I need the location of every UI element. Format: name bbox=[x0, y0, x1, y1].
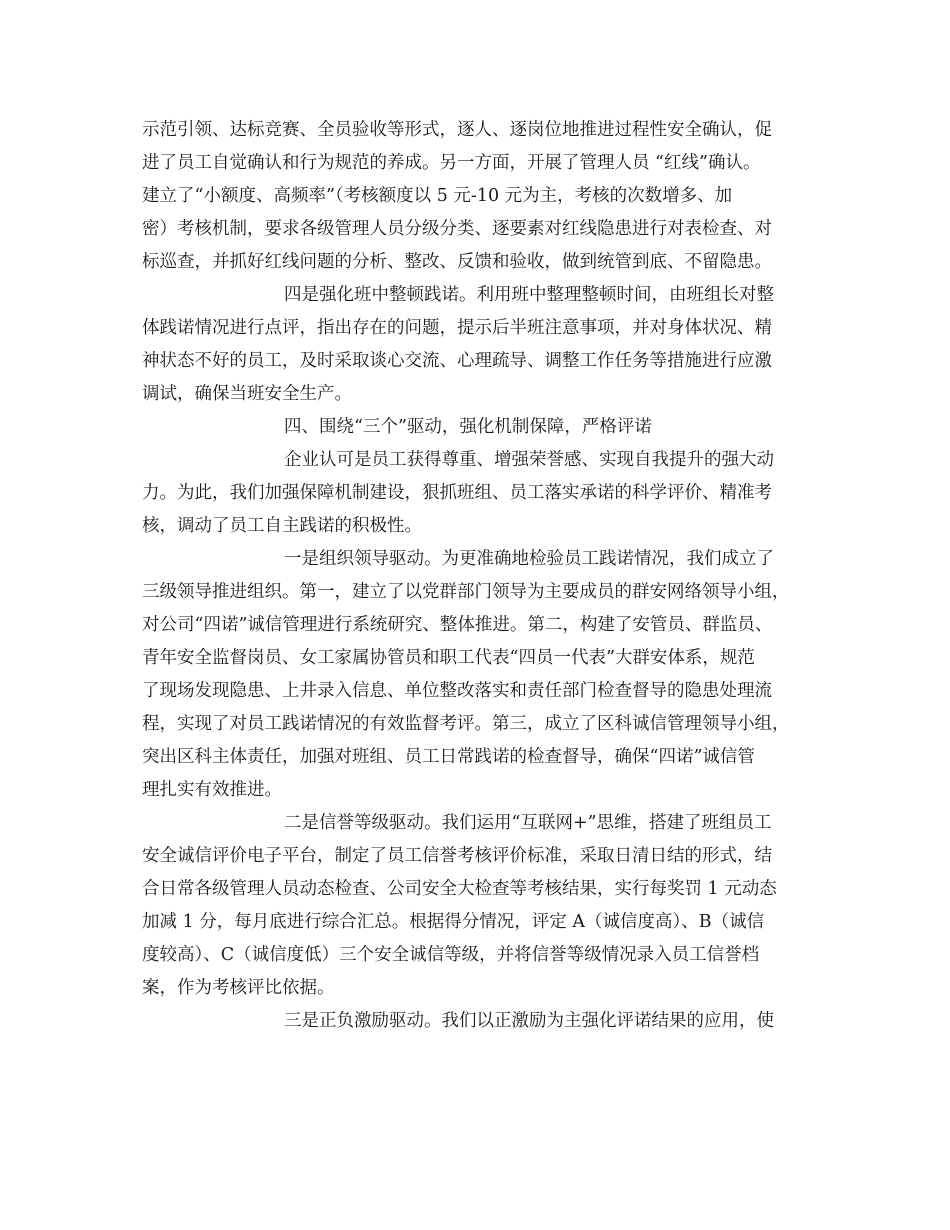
body-text-line: 突出区科主体责任，加强对班组、员工日常践诺的检查督导，确保“四诺”诚信管 bbox=[142, 747, 755, 767]
body-text-line: 对公司“四诺”诚信管理进行系统研究、整体推进。第二，构建了安管员、群监员、 bbox=[142, 615, 773, 635]
body-text-line: 度较高）、C（诚信度低）三个安全诚信等级，并将信誉等级情况录入员工信誉档 bbox=[142, 945, 760, 965]
body-text-line: 建立了“小额度、高频率”（考核额度以 5 元-10 元为主，考核的次数增多、加 bbox=[142, 186, 733, 206]
body-text-line: 安全诚信评价电子平台，制定了员工信誉考核评价标准，采取日清日结的形式，结 bbox=[142, 846, 772, 866]
body-text-line: 力。为此，我们加强保障机制建设，狠抓班组、员工落实承诺的科学评价、精准考 bbox=[142, 483, 772, 503]
paragraph-start-line: 一是组织领导驱动。为更准确地检验员工践诺情况，我们成立了 bbox=[284, 549, 774, 569]
body-text-line: 合日常各级管理人员动态检查、公司安全大检查等考核结果，实行每奖罚 1 元动态 bbox=[142, 879, 777, 899]
paragraph-start-line: 企业认可是员工获得尊重、增强荣誉感、实现自我提升的强大动 bbox=[284, 450, 774, 470]
paragraph-start-line: 二是信誉等级驱动。我们运用“互联网+”思维，搭建了班组员工 bbox=[284, 813, 772, 833]
paragraph-start-line: 四是强化班中整顿践诺。利用班中整理整顿时间，由班组长对整 bbox=[284, 285, 774, 305]
body-text-line: 程，实现了对员工践诺情况的有效监督考评。第三，成立了区科诚信管理领导小组， bbox=[142, 714, 790, 734]
body-text-line: 了现场发现隐患、上井录入信息、单位整改落实和责任部门检查督导的隐患处理流 bbox=[142, 681, 772, 701]
body-text-line: 调试，确保当班安全生产。 bbox=[142, 384, 352, 404]
body-text-line: 青年安全监督岗员、女工家属协管员和职工代表“四员一代表”大群安体系，规范 bbox=[142, 648, 755, 668]
body-text-line: 示范引领、达标竞赛、全员验收等形式，逐人、逐岗位地推进过程性安全确认，促 bbox=[142, 120, 772, 140]
body-text-line: 核，调动了员工自主践诺的积极性。 bbox=[142, 516, 422, 536]
body-text-line: 标巡查，并抓好红线问题的分析、整改、反馈和验收，做到统管到底、不留隐患。 bbox=[142, 252, 772, 272]
paragraph-start-line: 三是正负激励驱动。我们以正激励为主强化评诺结果的应用，使 bbox=[284, 1011, 774, 1031]
body-text-line: 进了员工自觉确认和行为规范的养成。另一方面，开展了管理人员 “红线”确认。 bbox=[142, 153, 761, 173]
body-text-line: 理扎实有效推进。 bbox=[142, 780, 282, 800]
body-text-line: 密）考核机制，要求各级管理人员分级分类、逐要素对红线隐患进行对表检查、对 bbox=[142, 219, 772, 239]
body-text-line: 加减 1 分，每月底进行综合汇总。根据得分情况，评定 A（诚信度高）、B（诚信 bbox=[142, 912, 765, 932]
body-text-line: 三级领导推进组织。第一，建立了以党群部门领导为主要成员的群安网络领导小组， bbox=[142, 582, 790, 602]
body-text-line: 案，作为考核评比依据。 bbox=[142, 978, 335, 998]
section-heading: 四、围绕“三个”驱动，强化机制保障，严格评诺 bbox=[284, 417, 652, 437]
body-text-line: 神状态不好的员工，及时采取谈心交流、心理疏导、调整工作任务等措施进行应激 bbox=[142, 351, 772, 371]
body-text-line: 体践诺情况进行点评，指出存在的问题，提示后半班注意事项，并对身体状况、精 bbox=[142, 318, 772, 338]
